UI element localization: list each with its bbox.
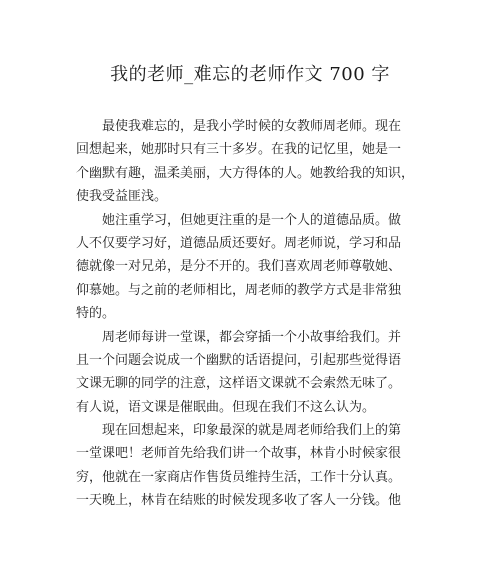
- paragraph-line: 回想起来，她那时只有三十多岁。在我的记忆里，她是一: [76, 142, 402, 158]
- document-body: [76, 115, 416, 513]
- paragraph-line: 仰慕她。与之前的老师相比，周老师的教学方式是非常独: [76, 282, 402, 298]
- paragraph-line: 一堂课吧！老师首先给我们讲一个故事，林肯小时候家很: [76, 446, 402, 462]
- paragraph-1: [76, 115, 416, 209]
- paragraph-line: 最使我难忘的，是我小学时候的女教师周老师。现在: [102, 119, 402, 134]
- paragraph-line: 且一个问题会说成一个幽默的话语提问，引起那些觉得语: [76, 352, 402, 368]
- paragraph-3: [76, 326, 416, 420]
- paragraph-2: [76, 209, 416, 326]
- document-title: 我的老师_难忘的老师作文 700 字: [110, 64, 390, 85]
- paragraph-line: 人不仅要学习好，道德品质还要好。周老师说，学习和品: [76, 235, 402, 251]
- paragraph-line: 个幽默有趣，温柔美丽，大方得体的人。她教给我的知识，: [76, 165, 415, 181]
- paragraph-line: 特的。: [76, 306, 116, 322]
- paragraph-line: 文课无聊的同学的注意，这样语文课就不会索然无味了。: [76, 376, 402, 392]
- paragraph-line: 现在回想起来，印象最深的就是周老师给我们上的第: [102, 423, 402, 439]
- paragraph-line: 周老师每讲一堂课，都会穿插一个小故事给我们。并: [102, 329, 402, 345]
- paragraph-line: 使我受益匪浅。: [76, 189, 168, 205]
- paragraph-line: 一天晚上，林肯在结账的时候发现多收了客人一分钱。他: [76, 493, 402, 509]
- paragraph-4: [76, 419, 416, 513]
- paragraph-line: 穷，他就在一家商店作售货员维持生活，工作十分认真。: [76, 469, 402, 485]
- paragraph-line: 她注重学习，但她更注重的是一个人的道德品质。做: [102, 212, 402, 228]
- paragraph-line: 有人说，语文课是催眠曲。但现在我们不这么认为。: [76, 399, 376, 415]
- paragraph-line: 德就像一对兄弟，是分不开的。我们喜欢周老师尊敬她、: [76, 259, 402, 275]
